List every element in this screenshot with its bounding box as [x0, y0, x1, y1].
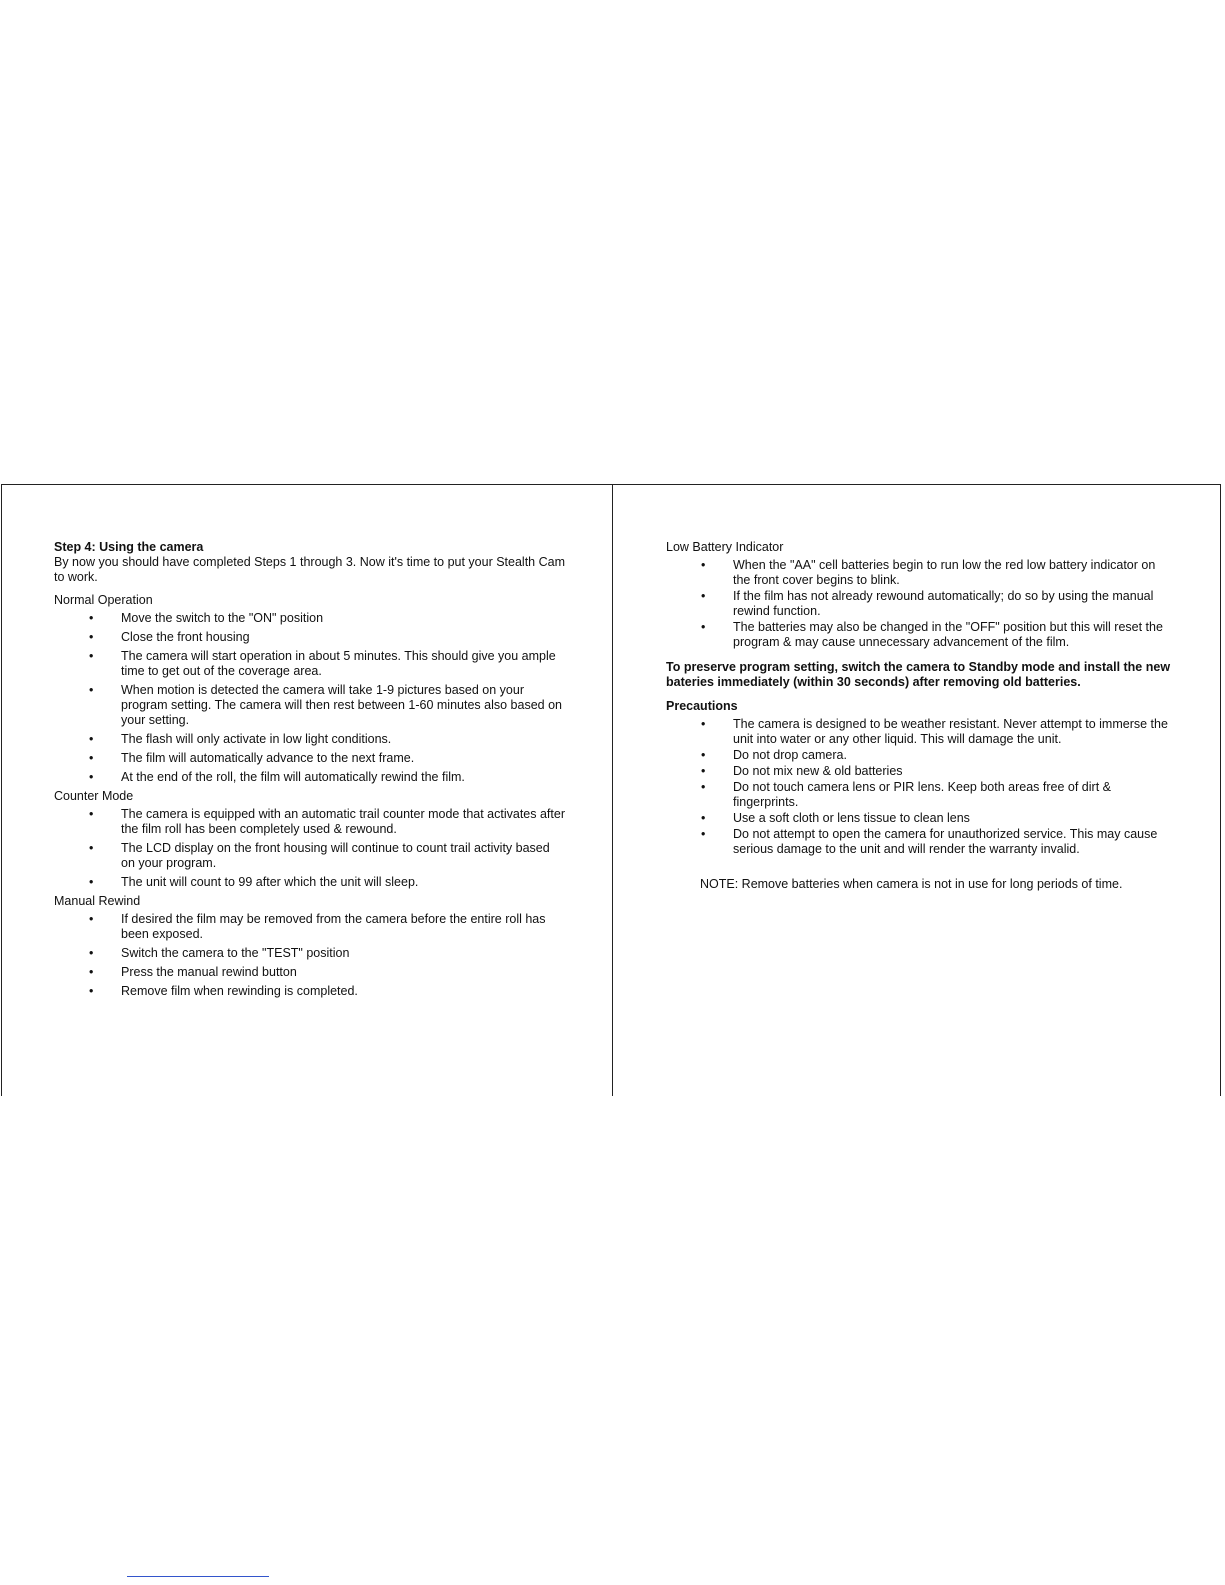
list-item: • Press the manual rewind button: [89, 965, 297, 979]
bullet-icon: •: [89, 912, 94, 926]
bullet-icon: •: [89, 683, 94, 697]
bullet-icon: •: [701, 780, 706, 794]
step-heading: Step 4: Using the camera: [54, 540, 204, 554]
list-item: • When motion is detected the camera will take 1-9 pictures based on your program setting. The camera will then rest between 1-60 minutes also based on your setting.: [89, 683, 562, 727]
bullet-icon: •: [89, 649, 94, 663]
bullet-icon: •: [701, 764, 706, 778]
list-item: • Use a soft cloth or lens tissue to clean lens: [701, 811, 970, 825]
left-column: [54, 540, 566, 1003]
list-item: • At the end of the roll, the film will automatically rewind the film.: [89, 770, 465, 784]
section-title-low-battery: Low Battery Indicator: [666, 540, 784, 554]
bullet-icon: •: [89, 770, 94, 784]
list-item: • Close the front housing: [89, 630, 250, 644]
list-item: • If the film has not already rewound automatically; do so by using the manual rewind function.: [701, 589, 1154, 618]
section-title-normal-operation: Normal Operation: [54, 593, 153, 607]
intro-paragraph: By now you should have completed Steps 1 through 3. Now it's time to put your Stealth Cam to work.: [54, 555, 565, 584]
list-item: • The film will automatically advance to the next frame.: [89, 751, 415, 765]
counter-mode-list: [54, 807, 566, 890]
list-item: • Remove film when rewinding is completed.: [89, 984, 358, 998]
list-item: • The camera is equipped with an automatic trail counter mode that activates after the film roll has been completely used & rewound.: [89, 807, 565, 836]
section-title-counter-mode: Counter Mode: [54, 789, 134, 803]
list-item: • The unit will count to 99 after which the unit will sleep.: [89, 875, 419, 889]
bullet-icon: •: [89, 875, 94, 889]
list-item: • Do not touch camera lens or PIR lens. Keep both areas free of dirt & fingerprints.: [701, 780, 1111, 809]
list-item: • The LCD display on the front housing will continue to count trail activity based on your program.: [89, 841, 550, 870]
footer-rule: [127, 1576, 269, 1577]
bullet-icon: •: [701, 827, 706, 841]
preserve-settings-notice: To preserve program setting, switch the camera to Standby mode and install the new bateries immediately (within 30 seconds) after removing old batteries.: [666, 660, 1171, 689]
section-title-manual-rewind: Manual Rewind: [54, 894, 141, 908]
bullet-icon: •: [89, 984, 94, 998]
list-item: • If desired the film may be removed from the camera before the entire roll has been exposed.: [89, 912, 546, 941]
precautions-list: [666, 717, 1176, 857]
manual-rewind-list: [54, 912, 566, 999]
bullet-icon: •: [89, 807, 94, 821]
bullet-icon: •: [89, 946, 94, 960]
bullet-icon: •: [701, 589, 706, 603]
list-item: • The camera is designed to be weather resistant. Never attempt to immerse the unit into water or any other liquid. This will damage the unit.: [701, 717, 1168, 746]
bullet-icon: •: [701, 717, 706, 731]
bullet-icon: •: [89, 611, 94, 625]
bullet-icon: •: [89, 630, 94, 644]
list-item: • Do not attempt to open the camera for unauthorized service. This may cause serious damage to the unit and will render the warranty invalid.: [701, 827, 1158, 856]
bullet-icon: •: [701, 748, 706, 762]
right-column: [666, 540, 1176, 892]
bullet-icon: •: [89, 965, 94, 979]
note-remove-batteries: NOTE: Remove batteries when camera is not in use for long periods of time.: [700, 877, 1123, 891]
list-item: • The camera will start operation in about 5 minutes. This should give you ample time to get out of the coverage area.: [89, 649, 556, 678]
bullet-icon: •: [701, 620, 706, 634]
list-item: • Do not mix new & old batteries: [701, 764, 903, 778]
column-divider: [612, 484, 613, 1096]
bullet-icon: •: [89, 751, 94, 765]
bullet-icon: •: [89, 841, 94, 855]
normal-operation-list: [54, 611, 566, 785]
list-item: • The flash will only activate in low light conditions.: [89, 732, 392, 746]
list-item: • Do not drop camera.: [701, 748, 847, 762]
bullet-icon: •: [701, 811, 706, 825]
bullet-icon: •: [701, 558, 706, 572]
list-item: • The batteries may also be changed in the "OFF" position but this will reset the program & may cause unnecessary advancement of the film.: [701, 620, 1163, 649]
list-item: • Move the switch to the "ON" position: [89, 611, 324, 625]
low-battery-list: [666, 558, 1176, 650]
bullet-icon: •: [89, 732, 94, 746]
section-title-precautions: Precautions: [666, 699, 738, 713]
list-item: • Switch the camera to the "TEST" position: [89, 946, 350, 960]
list-item: • When the "AA" cell batteries begin to run low the red low battery indicator on the front cover begins to blink.: [701, 558, 1156, 587]
